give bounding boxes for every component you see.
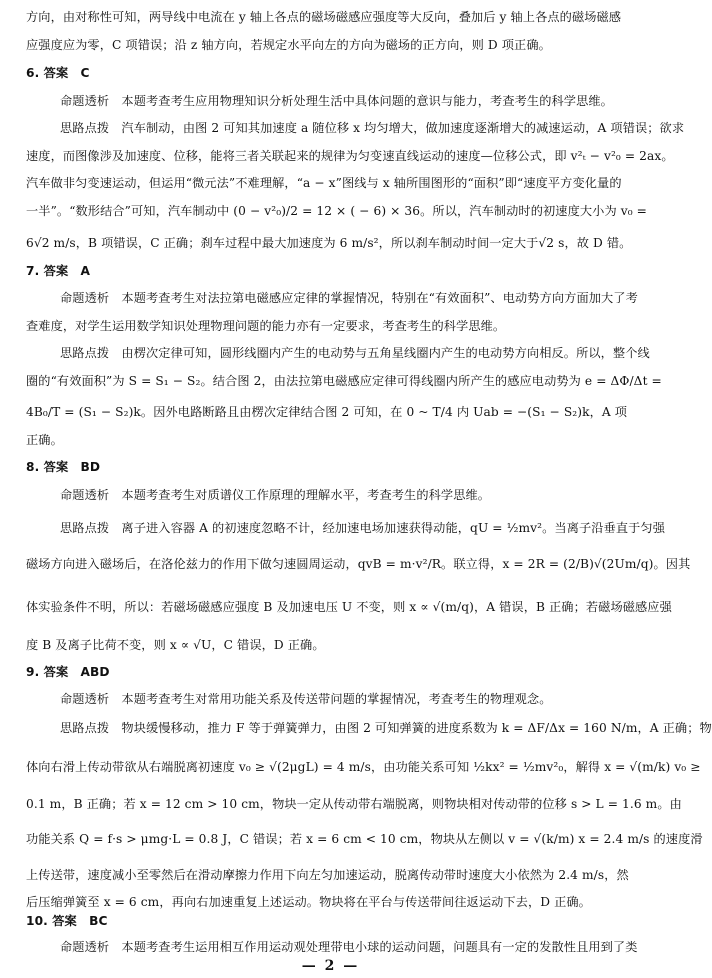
answer-heading-7: 7. 答案 A bbox=[26, 264, 91, 278]
text-line: 磁场方向进入磁场后，在洛伦兹力的作用下做匀速圆周运动，qvB = m·v²/R。联立得，x = 2R = (2/B)√(2Um/q)。因其 bbox=[26, 557, 691, 571]
text-line: 汽车做非匀变速运动，但运用“微元法”不难理解，“a − x”图线与 x 轴所围图形的“面积”即“速度平方变化量的 bbox=[26, 176, 622, 190]
text-line: 上传送带，速度减小至零然后在滑动摩擦力作用下向左匀加速运动，脱离传动带时速度大小依然为 2.4 m/s，然 bbox=[26, 868, 629, 882]
text-line: 速度，而图像涉及加速度、位移，能将三者关联起来的规律为匀变速直线运动的速度—位移公式，即 v²ₜ − v²₀ = 2ax。 bbox=[26, 149, 674, 163]
text-line: 正确。 bbox=[26, 433, 63, 447]
text-line: 4B₀/T = (S₁ − S₂)k。因外电路断路且由楞次定律结合图 2 可知，在 0 ~ T/4 内 Uab = −(S₁ − S₂)k，A 项 bbox=[26, 405, 628, 419]
text-line: 体实验条件不明，所以：若磁场磁感应强度 B 及加速电压 U 不变，则 x ∝ √(m/q)，A 错误，B 正确；若磁场磁感应强 bbox=[26, 600, 672, 614]
text-line: 功能关系 Q = f·s > μmg·L = 0.8 J，C 错误；若 x = 6 cm < 10 cm，物块从左侧以 v = √(k/m) x = 2.4 m/s 的速度滑 bbox=[26, 832, 703, 846]
answer-heading-6: 6. 答案 C bbox=[26, 66, 90, 80]
text-line: 一半”。“数形结合”可知，汽车制动中 (0 − v²₀)/2 = 12 × ( − 6) × 36。所以，汽车制动时的初速度大小为 v₀ = bbox=[26, 204, 647, 218]
page-number: — 2 — bbox=[301, 958, 360, 974]
text-line: 命题透析 本题考查考生应用物理知识分析处理生活中具体问题的意识与能力，考查考生的科学思维。 bbox=[60, 94, 613, 108]
text-line: 思路点拨 离子进入容器 A 的初速度忽略不计，经加速电场加速获得动能，qU = ½mv²。当离子沿垂直于匀强 bbox=[60, 521, 665, 535]
text-line: 命题透析 本题考查考生运用相互作用运动观处理带电小球的运动问题，问题具有一定的发散性且用到了类 bbox=[60, 940, 638, 954]
text-line: 查难度，对学生运用数学知识处理物理问题的能力亦有一定要求，考查考生的科学思维。 bbox=[26, 319, 506, 333]
answer-heading-9: 9. 答案 ABD bbox=[26, 665, 110, 679]
text-line: 后压缩弹簧至 x = 6 cm，再向右加速重复上述运动。物块将在平台与传送带间往返运动下去，D 正确。 bbox=[26, 895, 591, 909]
text-line: 思路点拨 汽车制动，由图 2 可知其加速度 a 随位移 x 均匀增大，做加速度逐渐增大的减速运动，A 项错误；欲求 bbox=[60, 121, 685, 135]
text-line: 圈的“有效面积”为 S = S₁ − S₂。结合图 2，由法拉第电磁感应定律可得线圈内所产生的感应电动势为 e = ΔΦ/Δt = bbox=[26, 374, 662, 388]
text-line: 度 B 及离子比荷不变，则 x ∝ √U，C 错误，D 正确。 bbox=[26, 638, 325, 652]
text-line: 思路点拨 物块缓慢移动，推力 F 等于弹簧弹力，由图 2 可知弹簧的进度系数为 k = ΔF/Δx = 160 N/m，A 正确；物 bbox=[60, 721, 712, 735]
text-line: 命题透析 本题考查考生对常用功能关系及传送带问题的掌握情况，考查考生的物理观念。 bbox=[60, 692, 552, 706]
text-line: 命题透析 本题考查考生对质谱仪工作原理的理解水平，考查考生的科学思维。 bbox=[60, 488, 491, 502]
text-line: 方向，由对称性可知，两导线中电流在 y 轴上各点的磁场磁感应强度等大反向，叠加后 y 轴上各点的磁场磁感 bbox=[26, 10, 622, 24]
text-line: 应强度应为零，C 项错误；沿 z 轴方向，若规定水平向左的方向为磁场的正方向，则 D 项正确。 bbox=[26, 38, 551, 52]
text-line: 命题透析 本题考查考生对法拉第电磁感应定律的掌握情况，特别在“有效面积”、电动势方向方面加大了考 bbox=[60, 291, 638, 305]
text-line: 思路点拨 由楞次定律可知，圆形线圈内产生的电动势与五角星线圈内产生的电动势方向相反。所以，整个线 bbox=[60, 346, 650, 360]
answer-heading-8: 8. 答案 BD bbox=[26, 460, 101, 474]
answer-heading-10: 10. 答案 BC bbox=[26, 914, 108, 928]
text-line: 体向右滑上传动带欲从右端脱离初速度 v₀ ≥ √(2μgL) = 4 m/s，由功能关系可知 ½kx² = ½mv²₀，解得 x = √(m/k) v₀ ≥ bbox=[26, 760, 701, 774]
text-line: 0.1 m，B 正确；若 x = 12 cm > 10 cm，物块一定从传动带右端脱离，则物块相对传动带的位移 s > L = 1.6 m。由 bbox=[26, 797, 682, 811]
text-line: 6√2 m/s，B 项错误，C 正确；刹车过程中最大加速度为 6 m/s²，所以刹车制动时间一定大于√2 s，故 D 错。 bbox=[26, 236, 632, 250]
